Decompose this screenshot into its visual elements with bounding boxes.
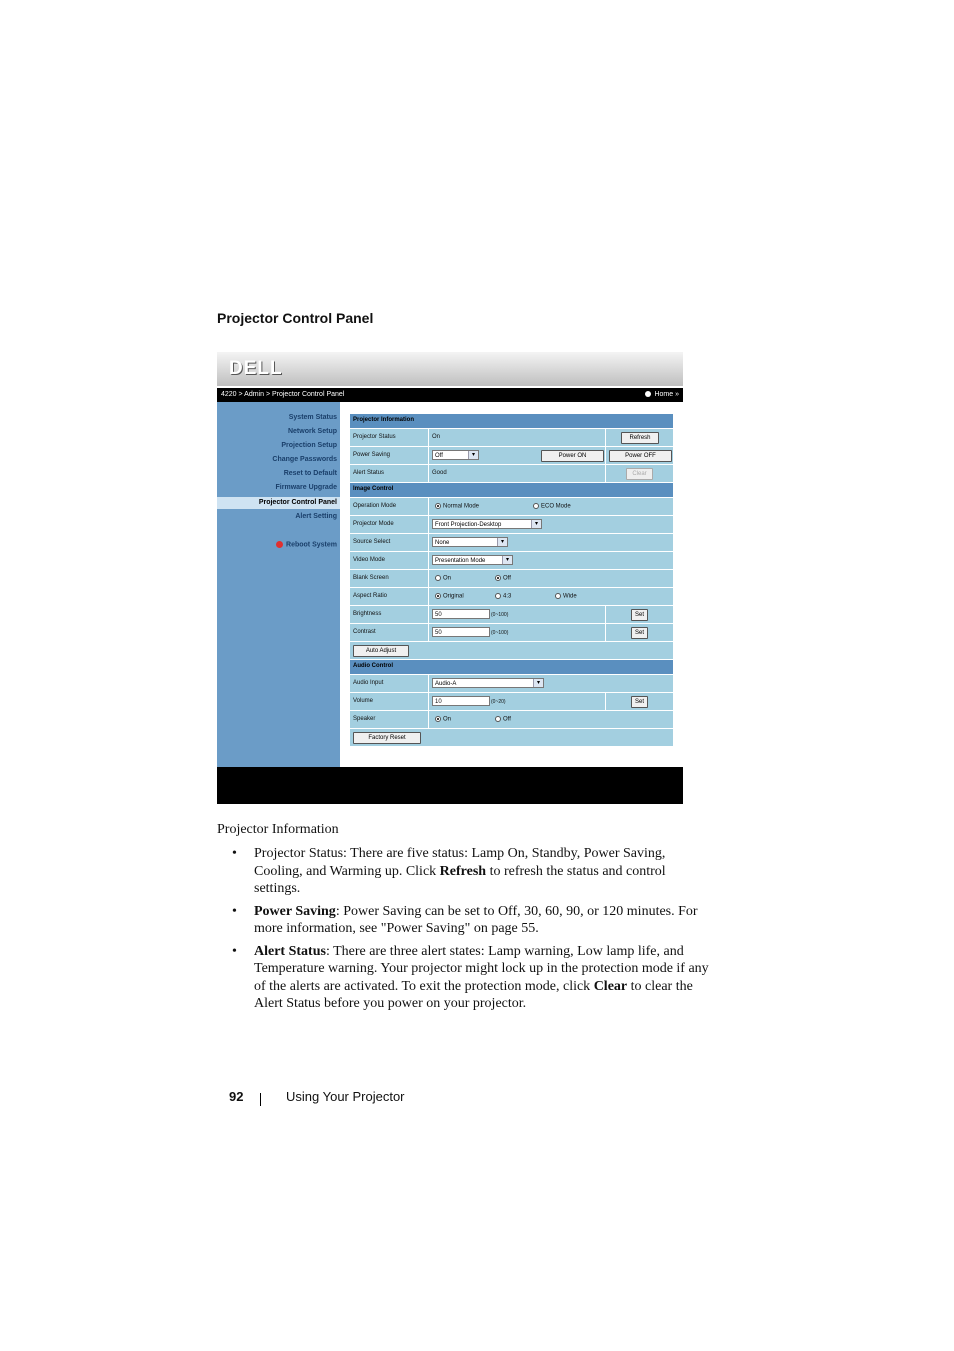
home-link-label: Home » [654, 391, 679, 398]
sidebar-item-network-setup[interactable]: Network Setup [287, 428, 337, 435]
row-audio-input [350, 675, 673, 693]
label-speaker: Speaker [353, 716, 376, 722]
radio-label: Normal Mode [443, 503, 480, 510]
value-projector-status: On [432, 434, 441, 440]
radio-normal-mode[interactable] [435, 503, 479, 510]
audio-input-value: Audio-A [435, 681, 457, 687]
projector-mode-value: Front Projection-Desktop [435, 522, 502, 528]
sidebar-item-projector-control-panel[interactable]: Projector Control Panel [217, 497, 340, 509]
volume-set-button[interactable]: Set [631, 696, 648, 708]
reboot-label: Reboot System [286, 541, 337, 549]
source-select-value: None [435, 540, 450, 546]
sidebar-item-reset-to-default[interactable]: Reset to Default [283, 470, 337, 477]
chevron-down-icon: ▾ [468, 451, 478, 459]
footer-bar [217, 767, 683, 804]
label-source-select: Source Select [353, 539, 391, 545]
row-source-select [350, 534, 673, 552]
chevron-down-icon: ▾ [531, 520, 541, 528]
radio-label: On [443, 575, 452, 582]
auto-adjust-button[interactable]: Auto Adjust [353, 645, 409, 657]
radio-aspect-original[interactable] [435, 593, 464, 600]
row-volume [350, 693, 673, 711]
source-select[interactable] [432, 537, 508, 547]
row-power-saving [350, 447, 673, 465]
sidebar-item-reboot-system[interactable] [276, 541, 337, 548]
sidebar-item-firmware-upgrade[interactable]: Firmware Upgrade [275, 484, 337, 491]
section-label: Audio Control [353, 663, 393, 669]
sidebar [217, 402, 340, 767]
section-projector-information [350, 414, 673, 429]
radio-speaker-on[interactable] [435, 716, 451, 723]
row-auto-adjust [350, 642, 673, 660]
brightness-range: (0~100) [491, 612, 509, 618]
chevron-down-icon: ▾ [533, 679, 543, 687]
label-volume: Volume [353, 698, 374, 704]
label-contrast: Contrast [353, 629, 376, 635]
list-item: • Power Saving: Power Saving can be set to Off, 30, 60, 90, or 120 minutes. For more information, see "Power Saving" on page 55. [230, 903, 710, 938]
home-link[interactable] [645, 388, 679, 402]
radio-label: 4:3 [503, 593, 512, 600]
row-aspect-ratio [350, 588, 673, 606]
value-alert-status: Good [432, 470, 447, 476]
clear-button[interactable]: Clear [626, 468, 653, 480]
video-mode-value: Presentation Mode [435, 558, 486, 564]
video-mode-select[interactable] [432, 555, 513, 565]
label-projector-mode: Projector Mode [353, 521, 394, 527]
row-speaker [350, 711, 673, 729]
brightness-input[interactable]: 50 [432, 609, 490, 619]
label-operation-mode: Operation Mode [353, 503, 397, 509]
brightness-set-button[interactable]: Set [631, 609, 648, 621]
list-item: • Alert Status: There are three alert states: Lamp warning, Low lamp life, and Temperature warning. Your projector might lock up in the protection mode if any of the alerts are activated. To exit the protection mode, click Clear to clear the Alert Status before you power on your projector. [230, 943, 710, 1013]
audio-input-select[interactable] [432, 678, 544, 688]
label-brightness: Brightness [353, 611, 382, 617]
row-brightness [350, 606, 673, 624]
row-projector-status [350, 429, 673, 447]
projector-mode-select[interactable] [432, 519, 542, 529]
radio-label: Off [503, 575, 511, 582]
subheading: Projector Information [217, 822, 339, 837]
sidebar-item-alert-setting[interactable]: Alert Setting [295, 513, 337, 520]
power-off-button[interactable]: Power OFF [609, 450, 672, 462]
sidebar-item-change-passwords[interactable]: Change Passwords [272, 456, 337, 463]
label-video-mode: Video Mode [353, 557, 385, 563]
label-blank-screen: Blank Screen [353, 575, 389, 581]
row-alert-status [350, 465, 673, 483]
row-factory-reset [350, 729, 673, 747]
section-label: Projector Information [353, 417, 415, 423]
sidebar-item-projection-setup[interactable]: Projection Setup [281, 442, 337, 449]
radio-label: On [443, 716, 452, 723]
contrast-input[interactable]: 50 [432, 627, 490, 637]
row-projector-mode [350, 516, 673, 534]
top-banner [217, 352, 683, 386]
radio-label: Original [443, 593, 464, 600]
home-icon [645, 391, 651, 397]
radio-eco-mode[interactable] [533, 503, 571, 510]
row-contrast [350, 624, 673, 642]
bullet-list [230, 845, 710, 1018]
chevron-down-icon: ▾ [502, 556, 512, 564]
row-video-mode [350, 552, 673, 570]
power-on-button[interactable]: Power ON [541, 450, 604, 462]
sidebar-item-system-status[interactable]: System Status [288, 414, 337, 421]
label-power-saving: Power Saving [353, 452, 391, 458]
label-audio-input: Audio Input [353, 680, 384, 686]
reboot-icon [276, 541, 283, 548]
breadcrumb: 4220 > Admin > Projector Control Panel [221, 391, 345, 398]
power-saving-select[interactable] [432, 450, 479, 460]
refresh-button[interactable]: Refresh [621, 432, 659, 444]
radio-label: Wide [563, 593, 577, 600]
section-audio-control [350, 660, 673, 675]
section-heading: Projector Control Panel [217, 310, 374, 326]
label-aspect-ratio: Aspect Ratio [353, 593, 388, 599]
radio-blank-on[interactable] [435, 575, 451, 582]
row-blank-screen [350, 570, 673, 588]
radio-aspect-4-3[interactable] [495, 593, 511, 600]
label-alert-status: Alert Status [353, 470, 385, 476]
row-operation-mode [350, 498, 673, 516]
page-number: 92 [229, 1089, 244, 1104]
screenshot-projector-control-panel [217, 352, 683, 804]
radio-label: Off [503, 716, 511, 723]
dell-logo: DELL [229, 358, 283, 379]
volume-input[interactable]: 10 [432, 696, 490, 706]
breadcrumb-bar [217, 388, 683, 402]
factory-reset-button[interactable]: Factory Reset [353, 732, 421, 744]
power-saving-value: Off [435, 453, 443, 459]
chapter-title: Using Your Projector [286, 1089, 405, 1104]
contrast-range: (0~100) [491, 630, 509, 636]
chevron-down-icon: ▾ [497, 538, 507, 546]
contrast-set-button[interactable]: Set [631, 627, 648, 639]
label-projector-status: Projector Status [353, 434, 396, 440]
radio-speaker-off[interactable] [495, 716, 511, 723]
radio-aspect-wide[interactable] [555, 593, 577, 600]
section-label: Image Control [353, 486, 394, 492]
volume-range: (0~20) [491, 699, 506, 705]
control-panel-form [340, 402, 683, 767]
radio-blank-off[interactable] [495, 575, 511, 582]
footer-divider [260, 1093, 261, 1106]
radio-label: ECO Mode [541, 503, 571, 510]
list-item: • Projector Status: There are five status: Lamp On, Standby, Power Saving, Cooling, and Warming up. Click Refresh to refresh the status and control settings. [230, 845, 710, 898]
section-image-control [350, 483, 673, 498]
